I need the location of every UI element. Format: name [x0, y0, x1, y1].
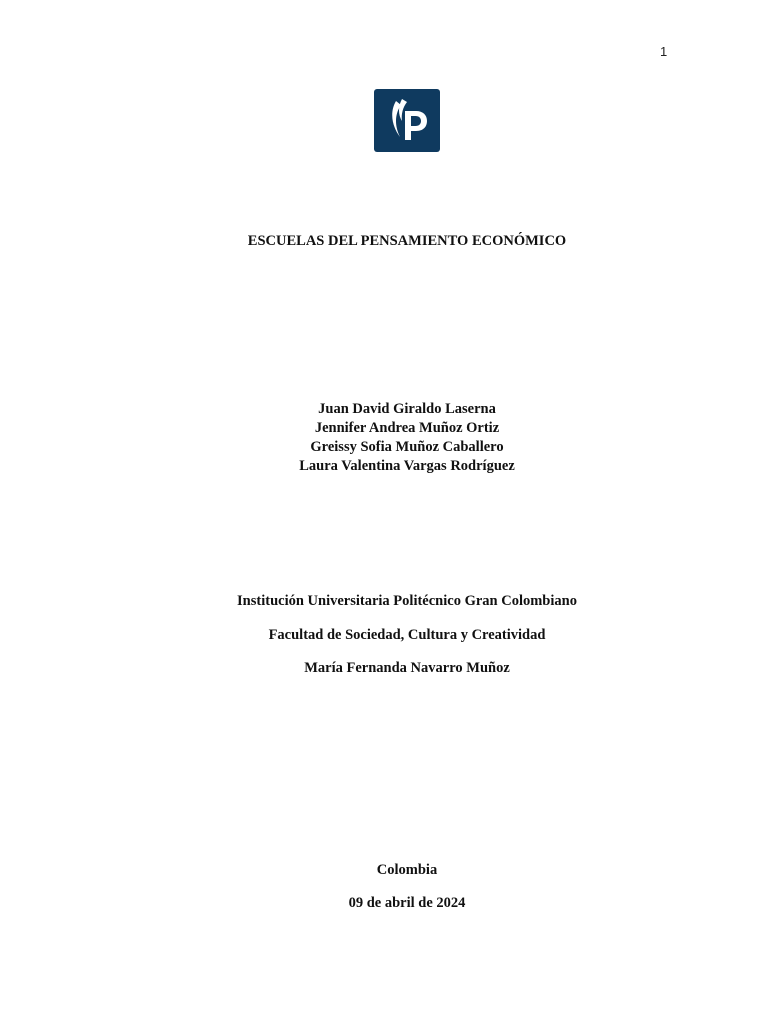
author-name: Jennifer Andrea Muñoz Ortiz	[314, 420, 500, 436]
professor-name: María Fernanda Navarro Muñoz	[304, 660, 510, 676]
country-label: Colombia	[376, 862, 438, 878]
document-title: ESCUELAS DEL PENSAMIENTO ECONÓMICO	[247, 233, 567, 249]
page-number: 1	[660, 44, 668, 59]
poli-logo-icon	[374, 89, 440, 152]
author-name: Laura Valentina Vargas Rodríguez	[299, 458, 515, 474]
author-name: Juan David Giraldo Laserna	[318, 401, 496, 417]
author-name: Greissy Sofia Muñoz Caballero	[310, 439, 504, 455]
faculty-name: Facultad de Sociedad, Cultura y Creatividad	[268, 627, 546, 643]
authors-list	[0, 400, 768, 476]
document-date: 09 de abril de 2024	[348, 895, 466, 911]
institution-name: Institución Universitaria Politécnico Gran Colombiano	[237, 593, 577, 609]
